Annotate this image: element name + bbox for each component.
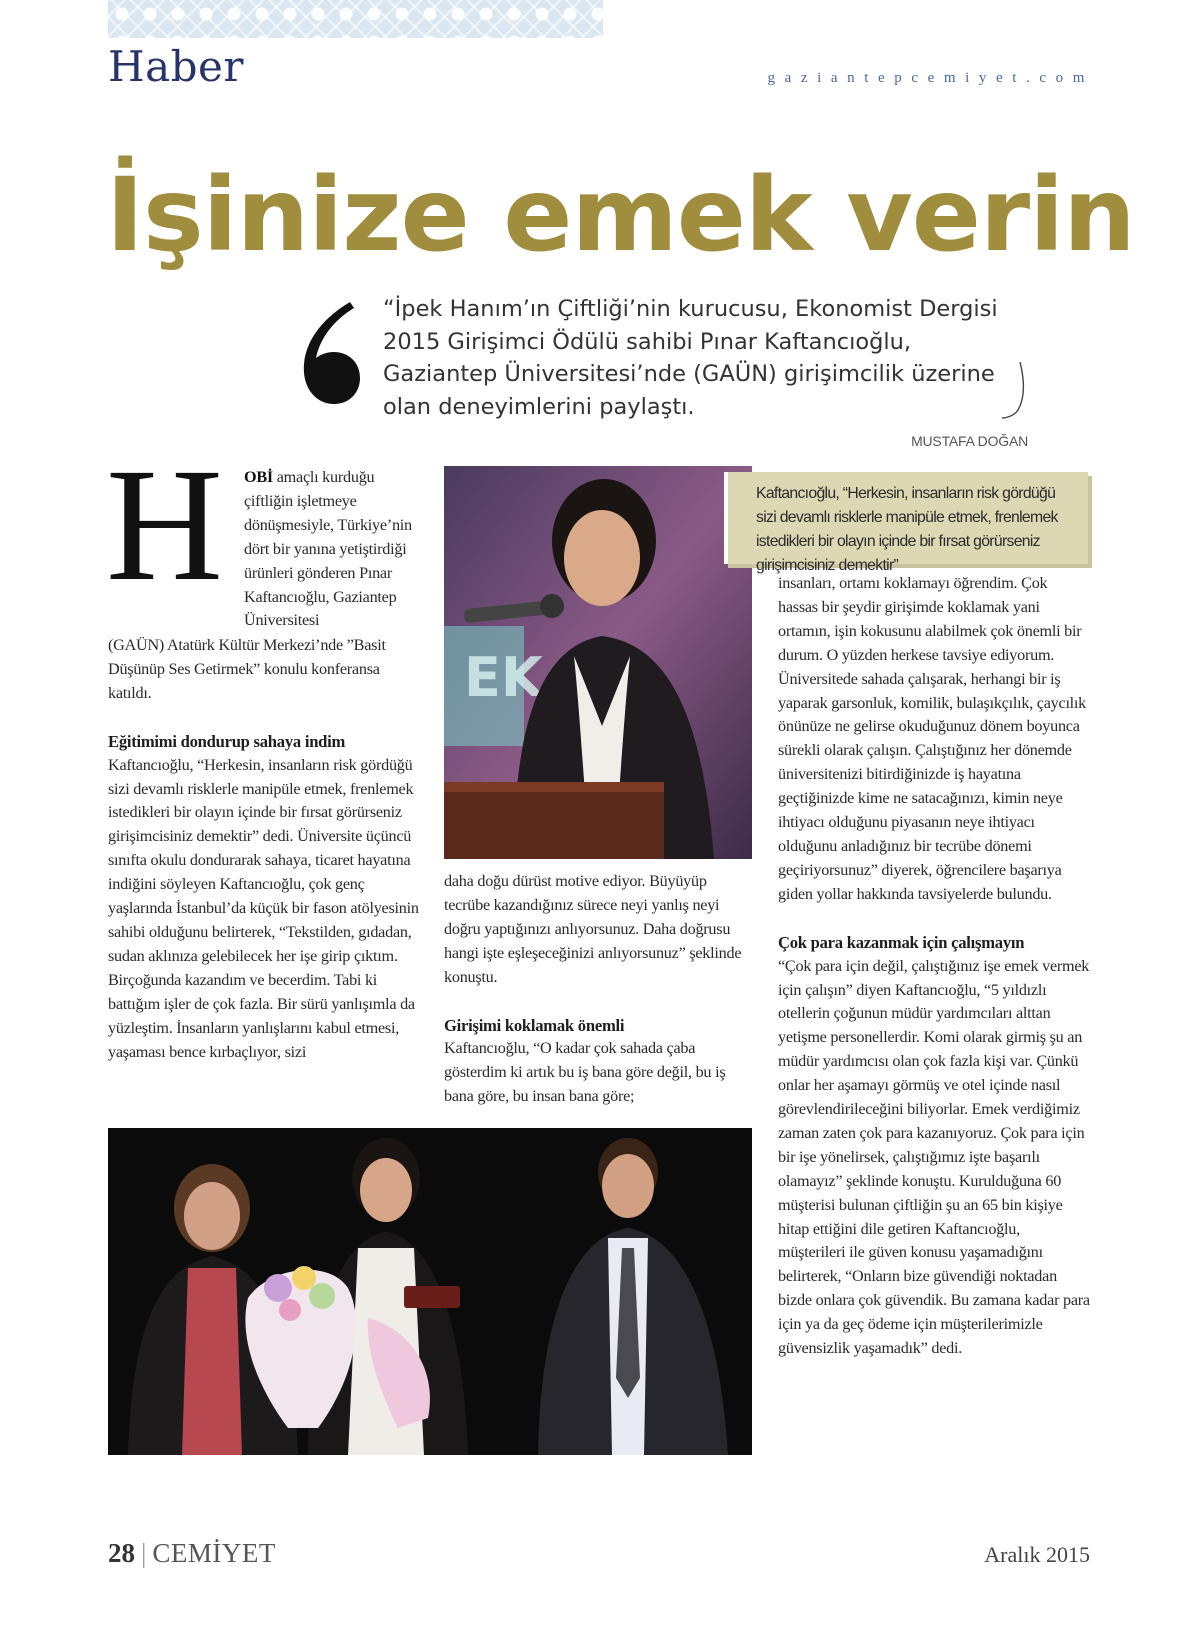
issue-date: Aralık 2015 <box>984 1542 1090 1567</box>
col2-paragraph-2: Kaftancıoğlu, “O kadar çok sahada çaba gösterdim ki artık bu iş bana göre değil, bu iş bana göre, bu insan bana göre; <box>444 1039 726 1106</box>
intro-paragraph <box>244 466 419 633</box>
pullquote: Kaftancıoğlu, “Herkesin, insanların risk gördüğü sizi devamlı risklerle manipüle etmek, frenlemek istedikleri bir olayın içinde bir fırsat görürseniz girişimcisiniz demektir” <box>724 472 1088 564</box>
col3-paragraph-2: “Çok para için değil, çalıştığınız işe emek vermek için çalışın” diyen Kaftancıoğlu, “5 yıldızlı otellerin çoğunun müdür yardımcıları alttan yetişme personellerdir. Komi olarak girmiş şu an müdür yardımcısı olan çok fazla kişi var. Çünkü onlar her aşamayı görmüş ve otel içinde nasıl görevlendirileceğini biliyorlar. Emek verdiğimiz zaman zaten çok para kazanıyoruz. Çok para için bir işe yönelirsek, çalıştığımız işte başarılı olamayız” şeklinde konuştu. Kurulduğuna 60 müşterisi bulunan çiftliğin şu an 65 bin kişiye hitap ettiğini dile getiren Kaftancıoğlu, müşterileri ile güven konusu yaşamadığını belirterek, “Onların bize güvendiği noktadan bizde onlara çok güvendik. Bu zamana kadar para için ya da geç ödeme için müşterilerimizle güvensizlik yaşamadık” dedi. <box>778 956 1090 1358</box>
quote-mark-icon <box>296 298 362 408</box>
speaker-photo <box>444 466 752 859</box>
intro-bold: OBİ <box>244 468 273 486</box>
byline: MUSTAFA DOĞAN <box>911 433 1028 449</box>
article-lede: “İpek Hanım’ın Çiftliği’nin kurucusu, Ekonomist Dergisi 2015 Girişimci Ödülü sahibi Pınar Kaftancıoğlu, Gaziantep Üniversitesi’nde (GAÜN) girişimcilik üzerine olan deneyimlerini paylaştı. <box>383 296 998 420</box>
article-title: İşinize emek verin <box>106 156 1135 275</box>
column-1 <box>108 634 419 1064</box>
dropcap: H <box>106 436 223 615</box>
header-pattern-band <box>108 0 603 38</box>
subheading-3: Çok para kazanmak için çalışmayın <box>778 932 1025 952</box>
col1-paragraph-2: Kaftancıoğlu, “Herkesin, insanların risk gördüğü sizi devamlı risklerle manipüle etmek, frenlemek istedikleri bir olayın içinde bir fırsat görürseniz girişimcisiniz demektir” dedi. Üniversite üçüncü sınıfta okulu dondurarak sahaya, ticaret hayatına indiğini söyleyen Kaftancıoğlu, çok genç yaşlarında İstanbul’da küçük bir fason atölyesinin sahibi olduğunu belirterek, “Tekstilden, gıdadan, sudan aklınıza gelebilecek her işe girip çıktım. Birçoğunda kazandım ve becerdim. Tabi ki battığım işler de çok fazla. Bir sürü yanlışımla da yüzleştim. İnsanların yanlışlarını kabul etmesi, yaşaması bence kırbaçlıyor, sizi <box>108 755 419 1061</box>
site-url[interactable]: gaziantepcemiyet.com <box>767 70 1094 86</box>
lede-bracket-icon <box>1000 360 1030 420</box>
column-3 <box>778 572 1090 1361</box>
column-2 <box>444 870 754 1109</box>
svg-text:EK: EK <box>464 646 543 709</box>
col3-paragraph-1: insanları, ortamı koklamayı öğrendim. Çok hassas bir şeydir girişimde koklamak yani ortamın, işin kokusunu alabilmek çok önemli bir durum. O yüzden herkese tavsiye ediyorum. Üniversitede sahada çalışarak, herhangi bir iş yaparak garsonluk, komilik, bulaşıkçılık, çaycılık önünüze ne gelirse okuduğunuz dönem boyunca sürekli olarak çalışın. Çalıştığınız her dönemde üniversitenizi bitirdiğinizde iş hayatına geçtiğinizde kime ne satacağınızı, kimin neye ihtiyacı olduğunu piyasanın neye ihtiyacı olduğunu anladığınız bir tecrübe dönemi geçiriyorsunuz” diyerek, öğrencilere başarıya giden yollar hakkında tavsiyelerde bulundu. <box>778 574 1087 903</box>
col2-paragraph-1: daha doğu dürüst motive ediyor. Büyüyüp tecrübe kazandığınız sürece neyi yanlış neyi doğru yaptığınızı anlıyorsunuz. Daha doğrusu hangi işte eşleşeceğinizi anlıyorsunuz” şeklinde konuştu. <box>444 872 742 986</box>
page-number: 28 <box>108 1538 135 1568</box>
magazine-name: CEMİYET <box>152 1538 276 1568</box>
col1-paragraph-1: (GAÜN) Atatürk Kültür Merkezi’nde ”Basit Düşünüp Ses Getirmek” konulu konferansa katıldı. <box>108 636 386 702</box>
award-photo <box>108 1128 752 1455</box>
subheading-2: Girişimi koklamak önemli <box>444 1015 625 1035</box>
subheading-1: Eğitimimi dondurup sahaya indim <box>108 731 346 751</box>
intro-text: amaçlı kurduğu çiftliğin işletmeye dönüşmesiyle, Türkiye’nin dört bir yanına yetiştirdiği ürünleri gönderen Pınar Kaftancıoğlu, Gaziantep Üniversitesi <box>244 468 412 630</box>
section-label: Haber <box>108 42 244 91</box>
page-footer: 28 | CEMİYET <box>108 1538 276 1568</box>
